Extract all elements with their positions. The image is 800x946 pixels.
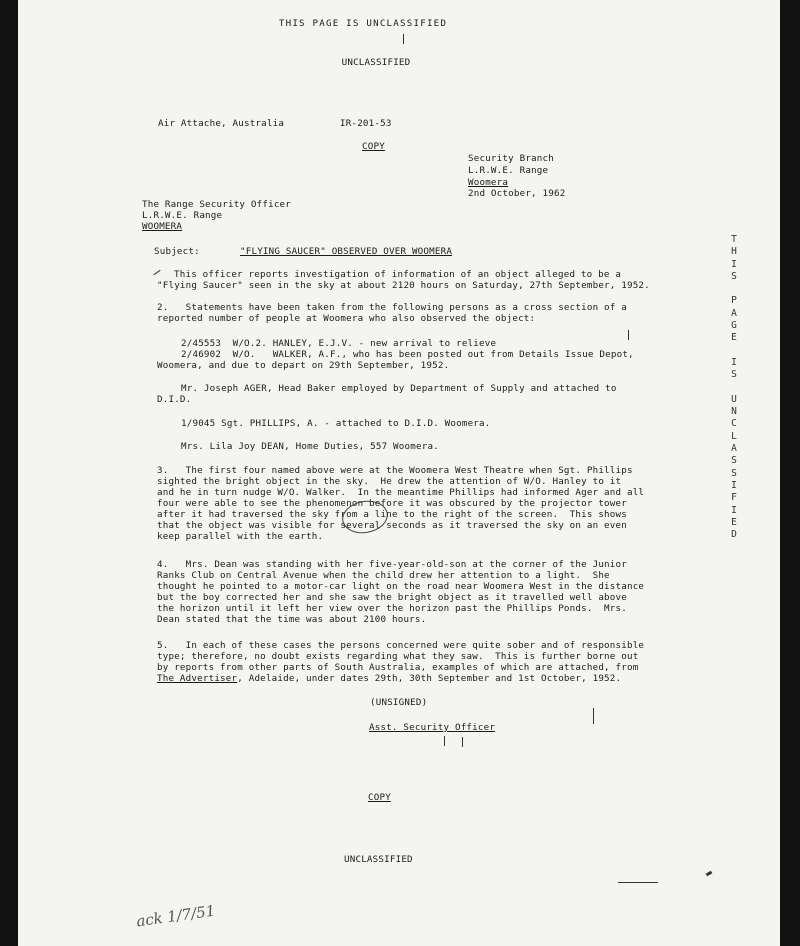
para-3-line-7: keep parallel with the earth.: [157, 531, 324, 542]
stamp-letter: E: [731, 516, 737, 528]
para-3-line-6: that the object was visible for several seconds as it traversed the sky on an even: [157, 520, 627, 531]
para-4-line-4: but the boy corrected her and she saw the bright object as it travelled well above: [157, 592, 627, 603]
witness-walker-line-2: Woomera, and due to depart on 29th September, 1952.: [157, 360, 450, 371]
sender-line-2: L.R.W.E. Range: [468, 165, 549, 176]
handwritten-note: ack 1/7/51: [135, 901, 217, 931]
stamp-letter: S: [731, 270, 737, 282]
stamp-letter: S: [731, 455, 737, 467]
para-1-line-2: "Flying Saucer" seen in the sky at about 2120 hours on Saturday, 27th September, 1952.: [157, 280, 650, 291]
witness-hanley: 2/45553 W/O.2. HANLEY, E.J.V. - new arrival to relieve: [181, 338, 497, 349]
para-4-line-1: 4. Mrs. Dean was standing with her five-year-old-son at the corner of the Junior: [157, 559, 627, 570]
stamp-letter: H: [731, 246, 737, 258]
classification-footer: UNCLASSIFIED: [344, 854, 413, 865]
stamp-letter: G: [731, 320, 737, 332]
para-3-line-1: 3. The first four named above were at the Woomera West Theatre when Sgt. Phillips: [157, 465, 633, 476]
copy-label-top: COPY: [362, 141, 385, 152]
classification-header: UNCLASSIFIED: [341, 57, 411, 68]
para-3-line-4: four were able to see the phenomenon before it was obscured by the projector tower: [157, 498, 627, 509]
addressee-from: Air Attache, Australia: [158, 118, 285, 129]
scan-mark: [628, 330, 629, 340]
stamp-letter: D: [731, 529, 737, 541]
para-5-line-2: type; therefore, no doubt exists regarding what they saw. This is further borne out: [157, 651, 639, 662]
witness-walker-line-1: 2/46902 W/O. WALKER, A.F., who has been posted out from Details Issue Depot,: [181, 349, 634, 360]
scan-mark: [444, 736, 445, 746]
stamp-letter: U: [731, 393, 737, 405]
para-5-line-4: [157, 674, 621, 684]
letter-date: 2nd October, 1962: [468, 188, 566, 199]
para-3-line-5: after it had traversed the sky from a line to the right of the screen. This shows: [157, 509, 627, 520]
para-5-line-1: 5. In each of these cases the persons concerned were quite sober and of responsible: [157, 640, 645, 651]
para-3-line-3: and he in turn nudge W/O. Walker. In the meantime Phillips had informed Ager and all: [157, 487, 645, 498]
stamp-gap: [728, 283, 740, 295]
unsigned-mark: (UNSIGNED): [370, 697, 428, 708]
subject-label: Subject:: [154, 246, 200, 257]
scan-mark: [618, 882, 658, 883]
recipient-line-3: WOOMERA: [142, 221, 183, 232]
stamp-letter: I: [731, 356, 737, 368]
para-1-line-1: This officer reports investigation of information of an object alleged to be a: [174, 269, 622, 280]
stamp-letter: N: [731, 406, 737, 418]
stamp-letter: E: [731, 332, 737, 344]
scan-mark: [593, 708, 594, 724]
stamp-letter: C: [731, 418, 737, 430]
para-3-line-2: sighted the bright object in the sky. He drew the attention of W/O. Hanley to it: [157, 476, 622, 487]
para-4-line-2: Ranks Club on Central Avenue when the child drew her attention to a light. She: [157, 570, 610, 581]
stamp-letter: T: [731, 234, 737, 245]
para-5-line-4-rest: , Adelaide, under dates 29th, 30th September and 1st October, 1952.: [237, 673, 622, 684]
witness-dean: Mrs. Lila Joy DEAN, Home Duties, 557 Woomera.: [181, 441, 439, 452]
stamp-letter: F: [731, 492, 737, 504]
para-2-line-1: 2. Statements have been taken from the following persons as a cross section of a: [157, 302, 627, 313]
sender-line-3: Woomera: [468, 177, 509, 188]
para-5-line-3: by reports from other parts of South Australia, examples of which are attached, from: [157, 662, 639, 673]
recipient-line-1: The Range Security Officer: [142, 199, 292, 210]
para-4-line-5: the horizon until it left her view over the horizon past the Phillips Ponds. Mrs.: [157, 603, 627, 614]
scan-mark: [706, 871, 713, 877]
para-4-line-6: Dean stated that the time was about 2100 hours.: [157, 614, 427, 625]
stamp-letter: A: [731, 307, 737, 319]
witness-ager-line-2: D.I.D.: [157, 394, 192, 405]
stamp-gap: [728, 345, 740, 357]
scan-mark: [462, 737, 463, 747]
subject-text: "FLYING SAUCER" OBSERVED OVER WOOMERA: [240, 246, 453, 257]
signatory-title: Asst. Security Officer: [369, 722, 496, 733]
newspaper-name: The Advertiser: [157, 673, 238, 684]
recipient-line-2: L.R.W.E. Range: [142, 210, 223, 221]
stamp-letter: S: [731, 467, 737, 479]
stamp-gap: [728, 382, 740, 394]
para-4-line-3: thought he pointed to a motor-car light on the road near Woomera West in the distance: [157, 581, 645, 592]
scan-mark: [403, 34, 404, 44]
witness-phillips: 1/9045 Sgt. PHILLIPS, A. - attached to D.I.D. Woomera.: [181, 418, 491, 429]
scan-mark: [153, 270, 160, 275]
document-page: [18, 0, 780, 946]
stamp-letter: L: [731, 430, 737, 442]
para-2-line-2: reported number of people at Woomera who also observed the object:: [157, 313, 536, 324]
report-number: IR-201-53: [340, 118, 392, 129]
stamp-letter: I: [731, 479, 737, 491]
stamp-letter: I: [731, 258, 737, 270]
witness-ager-line-1: Mr. Joseph AGER, Head Baker employed by Department of Supply and attached to: [181, 383, 617, 394]
stamp-letter: A: [731, 443, 737, 455]
side-classification-stamp: [728, 234, 740, 541]
top-classification-stamp: THIS PAGE IS UNCLASSIFIED: [278, 18, 448, 29]
stamp-letter: P: [731, 295, 737, 307]
copy-label-bottom: COPY: [368, 792, 391, 803]
stamp-letter: I: [731, 504, 737, 516]
sender-line-1: Security Branch: [468, 153, 554, 164]
stamp-letter: S: [731, 369, 737, 381]
